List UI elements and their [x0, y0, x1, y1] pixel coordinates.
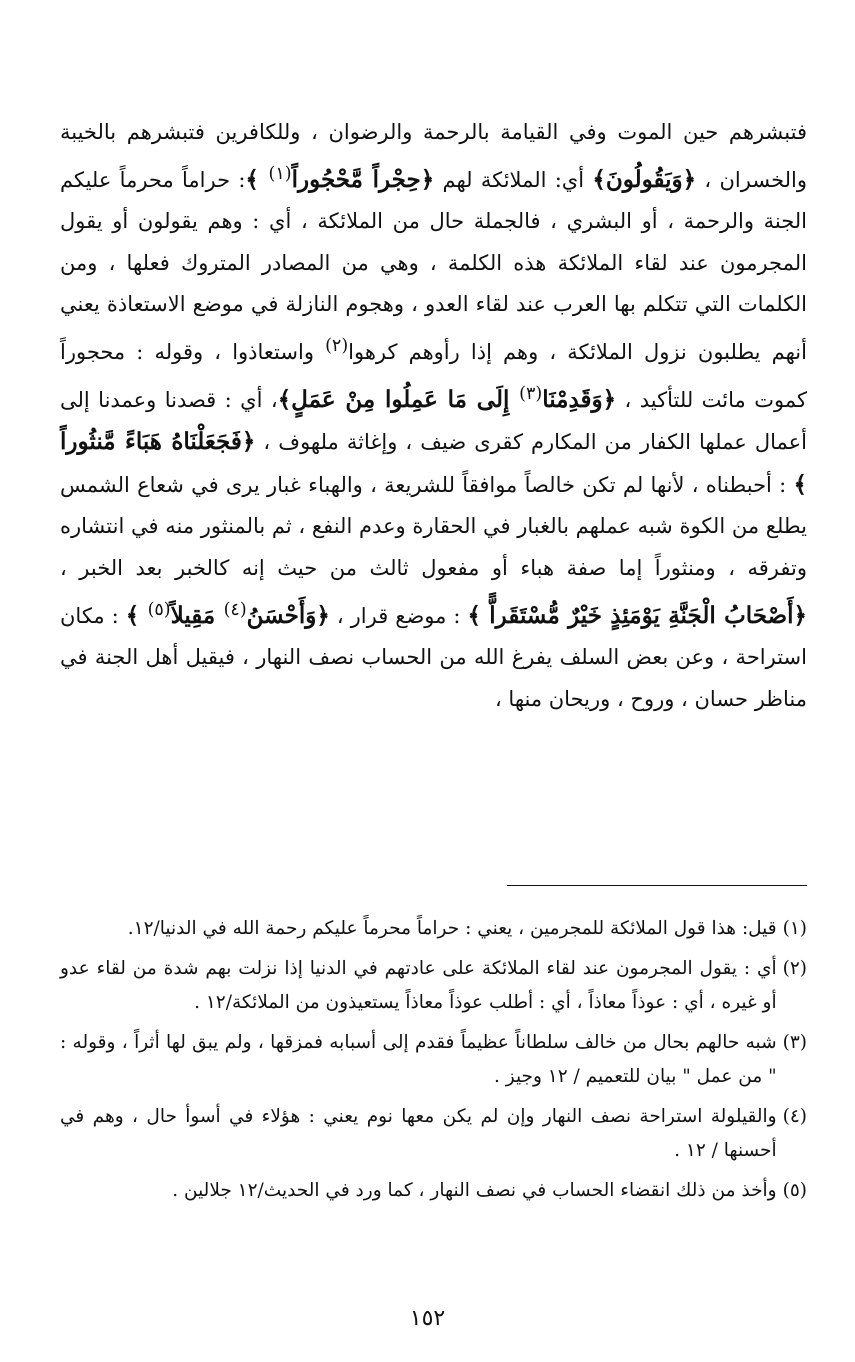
text-segment: : موضع قرار ، — [329, 603, 468, 628]
footnote-separator — [507, 885, 807, 886]
footnote-text: أي : يقول المجرمون عند لقاء الملائكة على عادتهم في الدنيا إذا نزلت بهم شدة من لقاء عدو أو غيره ، أي : عوذاً معاذاً ، أي : أطلب عوذاً معاذاً يستعيذون من الملائكة/١٢ . — [60, 958, 777, 1013]
footnote-ref: (٤) — [223, 599, 247, 620]
footnote-text: شبه حالهم بحال من خالف سلطاناً عظيماً فقدم إلى أسبابه فمزقها ، ولم يبق لها أثراً ، وقوله : " من عمل " بيان للتعميم / ١٢ وجيز . — [60, 1032, 777, 1087]
text-segment: ، أي : قصدنا وعمدنا إلى أعمال عملها الكفار من المكارم كقرى ضيف ، وإغاثة ملهوف ، — [60, 387, 807, 455]
quran-verse-close: ﴾ — [245, 165, 269, 193]
text-segment: واستعاذوا ، وقوله : محجوراً كموت مائت للتأكيد ، — [60, 339, 807, 412]
footnote-text: وأخذ من ذلك انقضاء الحساب في نصف النهار ، كما ورد في الحديث/١٢ جلالين . — [172, 1180, 777, 1201]
text-segment: : حراماً محرماً عليكم الجنة والرحمة ، أو البشري ، فالجملة حال من الملائكة ، أي : وهم يقولون أو يقول المجرمون عند لقاء الملائكة هذه الكلمة ، وهي من المصادر المتروك فعلها ، ومن الكلمات التي تتكلم بها العرب عند لقاء العدو ، وهجوم النازلة في موضع الاستعاذة يعني أنهم يطلبون نزول الملائكة ، وهم إذا رأوهم كرهوا — [60, 167, 807, 364]
footnote-number: (٣) — [782, 1032, 807, 1053]
text-segment: فتبشرهم حين الموت وفي القيامة بالرحمة والرضوان ، وللكافرين فتبشرهم بالخيبة والخسران ، — [60, 120, 807, 192]
footnote-text: والقيلولة استراحة نصف النهار وإن لم يكن معها نوم يعني : هؤلاء في أسوأ حال ، وهم في أحسنها / ١٢ . — [60, 1106, 777, 1161]
text-segment: : أحبطناه ، لأنها لم تكن خالصاً موافقاً للشريعة ، والهباء غبار يرى في شعاع الشمس يطلع من الكوة شبه عملهم بالغبار في الحقارة وعدم النفع ، ثم بالمنثور منه في انتشاره وتفرقه ، ومنثوراً إما صفة هباء أو مفعول ثالث من حيث إنه كالخبر بعد الخبر ، — [60, 472, 807, 580]
footnotes — [60, 912, 807, 1214]
quran-verse: مَقِيلاً — [170, 601, 224, 629]
main-text — [60, 112, 807, 720]
page — [60, 112, 807, 1362]
quran-verse: ﴿فَجَعَلْنَاهُ هَبَاءً مَّنثُوراً ﴾ — [60, 428, 807, 498]
quran-verse: ﴿وَقَدِمْنَا — [542, 385, 617, 413]
footnote-number: (١) — [782, 918, 807, 939]
footnote — [60, 1100, 807, 1168]
footnote — [60, 1174, 807, 1208]
footnote — [60, 1026, 807, 1094]
footnote-number: (٤) — [782, 1106, 807, 1127]
quran-verse: ﴿وَيَقُولُونَ﴾ — [592, 165, 697, 193]
page-number: ١٥٢ — [409, 1306, 446, 1331]
footnote-number: (٥) — [782, 1180, 807, 1201]
quran-verse: إِلَى مَا عَمِلُوا مِنْ عَمَلٍ﴾ — [277, 385, 520, 413]
main-paragraph — [60, 112, 807, 720]
text-segment: أي: الملائكة لهم — [434, 167, 593, 192]
quran-verse: ﴿أَصْحَابُ الْجَنَّةِ يَوْمَئِذٍ خَيْرٌ مُّسْتَقَراًّ ﴾ — [467, 601, 807, 629]
footnote-number: (٢) — [782, 958, 807, 979]
footnote-ref: (١) — [268, 163, 292, 184]
quran-verse-close: ﴾ — [125, 601, 148, 629]
footnote — [60, 912, 807, 946]
footnote-ref: (٣) — [519, 383, 543, 404]
quran-verse: ﴿وَأَحْسَنُ — [246, 601, 330, 629]
footnote-text: قيل: هذا قول الملائكة للمجرمين ، يعني : حراماً محرماً عليكم رحمة الله في الدنيا/١٢. — [127, 918, 777, 939]
quran-verse: ﴿حِجْراً مَّحْجُوراً — [291, 165, 435, 193]
footnote-ref: (٢) — [325, 335, 349, 356]
footnote — [60, 952, 807, 1020]
text-segment: : مكان استراحة ، وعن بعض السلف يفرغ الله من الحساب نصف النهار ، فيقيل أهل الجنة في مناظر حسان ، وروح ، وريحان منها ، — [60, 603, 807, 711]
footnote-ref: (٥) — [147, 599, 171, 620]
